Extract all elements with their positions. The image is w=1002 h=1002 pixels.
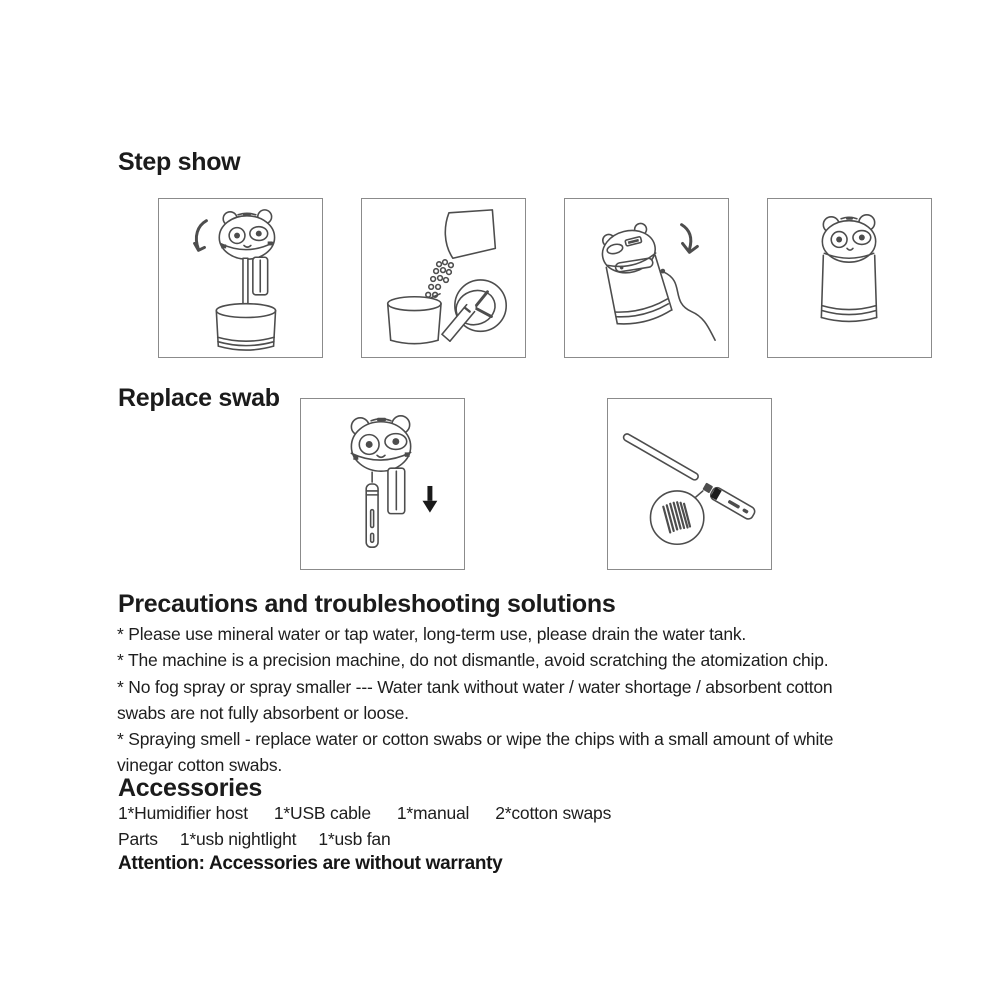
parts-label: Parts xyxy=(118,829,158,849)
accessory-item: 1*manual xyxy=(396,803,470,823)
close-and-plug-usb-illustration xyxy=(565,199,728,357)
accessories-list xyxy=(118,803,611,824)
attention-note: Attention: Accessories are without warranty xyxy=(118,853,503,874)
accessory-item: 1*Humidifier host xyxy=(118,803,248,823)
precaution-line: swabs are not fully absorbent or loose. xyxy=(117,703,409,723)
parts-item: 1*usb nightlight xyxy=(179,829,297,849)
replace-swab-heading: Replace swab xyxy=(118,384,280,412)
precaution-line: vinegar cotton swabs. xyxy=(117,755,283,775)
step-show-heading: Step show xyxy=(118,148,241,176)
parts-item: 1*usb fan xyxy=(318,829,391,849)
precaution-line: * The machine is a precision machine, do not dismantle, avoid scratching the atomization chip. xyxy=(117,650,829,670)
pour-water-into-tank-illustration xyxy=(362,199,525,357)
parts-list xyxy=(118,829,391,850)
accessory-item: 1*USB cable xyxy=(273,803,371,823)
assembled-humidifier-illustration xyxy=(768,199,931,357)
precaution-line: * No fog spray or spray smaller --- Water tank without water / water shortage / absorbent cotton xyxy=(117,677,833,697)
step-panel-2 xyxy=(361,198,526,358)
precautions-heading: Precautions and troubleshooting solutions xyxy=(118,590,616,618)
precaution-line: * Spraying smell - replace water or cotton swabs or wipe the chips with a small amount of white xyxy=(117,729,834,749)
step-panel-1 xyxy=(158,198,323,358)
accessory-item: 2*cotton swaps xyxy=(495,803,612,823)
twist-open-head-illustration xyxy=(159,199,322,357)
precaution-line: * Please use mineral water or tap water, long-term use, please drain the water tank. xyxy=(117,624,747,644)
replace-swab-panel-1 xyxy=(300,398,465,570)
swab-tube-detail-illustration xyxy=(608,399,771,569)
accessories-heading: Accessories xyxy=(118,774,263,802)
replace-swab-panel-2 xyxy=(607,398,772,570)
pull-out-swab-tube-illustration xyxy=(301,399,464,569)
step-panel-3 xyxy=(564,198,729,358)
step-panel-4 xyxy=(767,198,932,358)
